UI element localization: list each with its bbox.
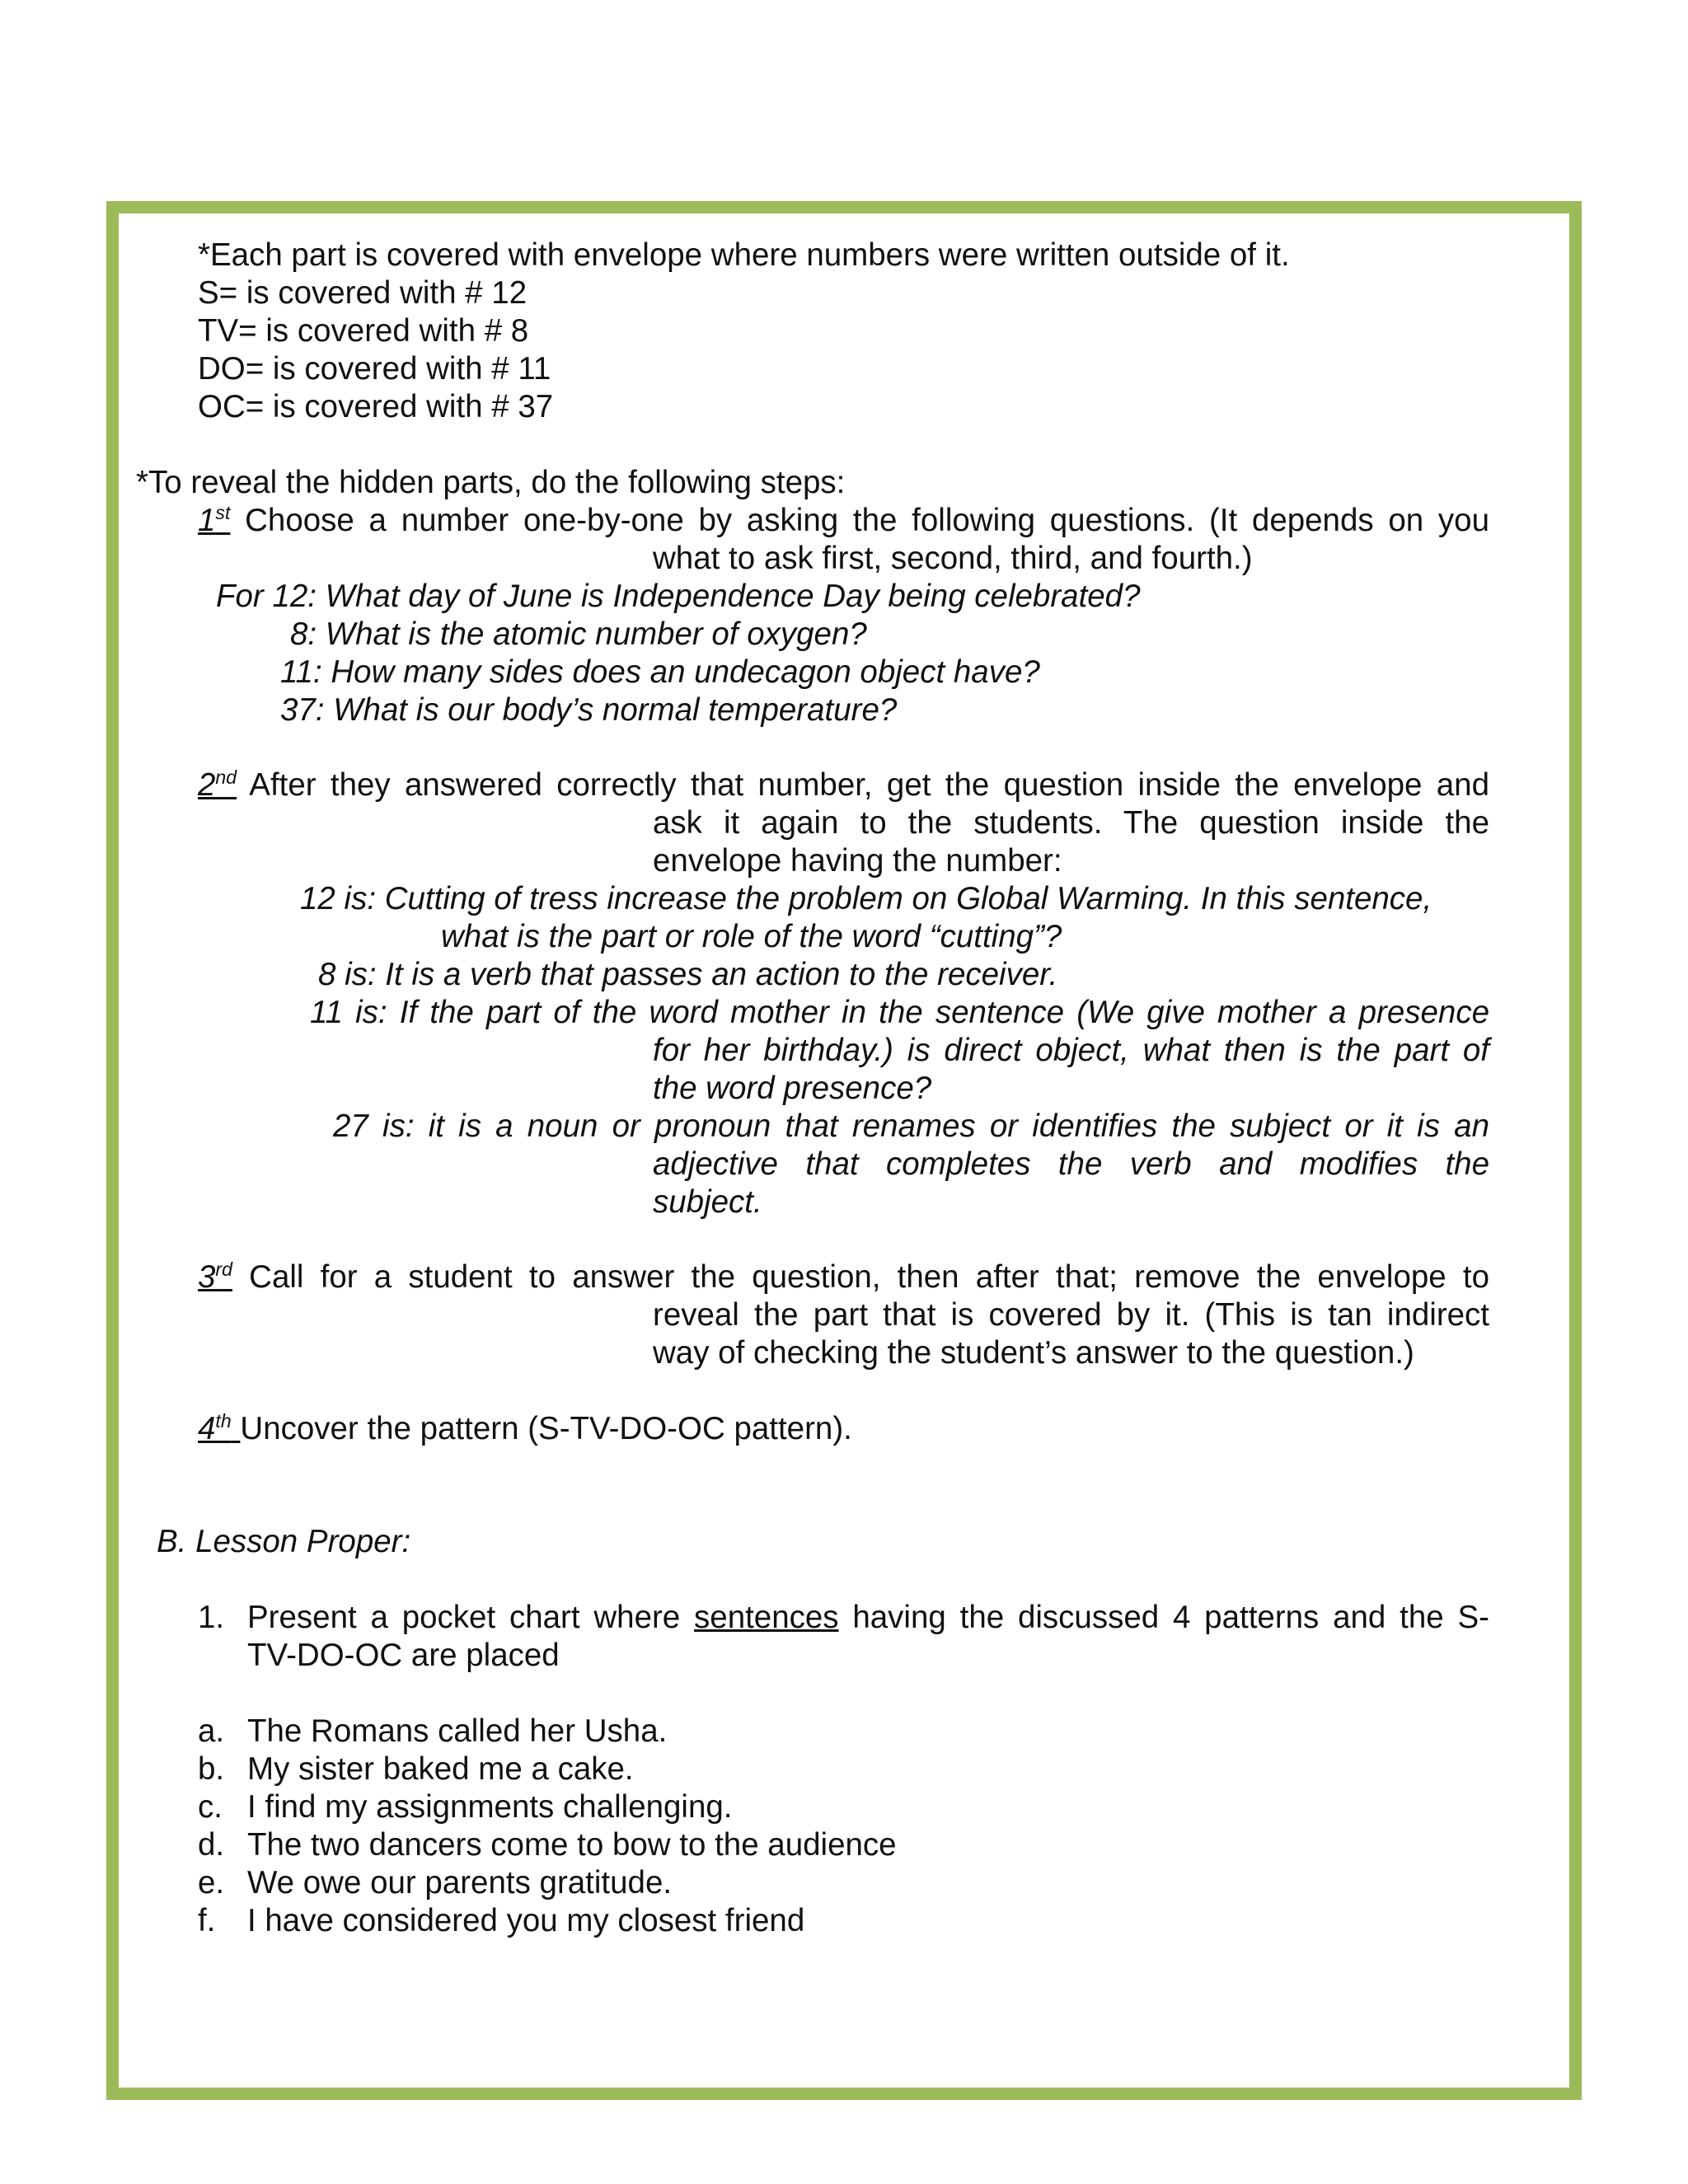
part-s-line: S= is covered with # 12: [198, 275, 528, 311]
step2-ordinal: 2nd: [198, 766, 237, 803]
step4-ordinal: 4th: [198, 1410, 232, 1446]
step2-line1: 2nd After they answered correctly that number, get the question inside the envelope and: [198, 766, 1489, 803]
envelope-q11-line2: for her birthday.) is direct object, what then is the part of: [653, 1033, 1489, 1068]
step3-ordinal: 3rd: [198, 1258, 232, 1295]
lesson-item1-number: 1.: [198, 1600, 225, 1635]
list-item: d. The two dancers come to bow to the audience: [198, 1827, 897, 1863]
lesson-proper-heading: B. Lesson Proper:: [157, 1524, 411, 1559]
envelope-q8: 8 is: It is a verb that passes an action to the receiver.: [318, 957, 1058, 992]
step3-line2: reveal the part that is covered by it. (This is tan indirect: [653, 1297, 1489, 1333]
envelope-q27-line2: adjective that completes the verb and modifies the: [653, 1146, 1489, 1182]
envelope-q12-line2: what is the part or role of the word “cutting”?: [441, 919, 1062, 954]
question-11: 11: How many sides does an undecagon object have?: [280, 654, 1040, 690]
lesson-item1-line2: TV-DO-OC are placed: [247, 1638, 560, 1673]
list-item: a. The Romans called her Usha.: [198, 1713, 668, 1749]
question-37: 37: What is our body’s normal temperature?: [280, 692, 898, 728]
step1-line2: what to ask first, second, third, and fourth.): [653, 541, 1253, 576]
lesson-item1-line1: Present a pocket chart where sentences having the discussed 4 patterns and the S-: [247, 1600, 1489, 1635]
step3-line1: 3rd Call for a student to answer the question, then after that; remove the envelope to: [198, 1258, 1489, 1295]
question-12: For 12: What day of June is Independence Day being celebrated?: [216, 579, 1141, 614]
envelope-q11-line3: the word presence?: [653, 1071, 932, 1106]
intro-line: *Each part is covered with envelope where numbers were written outside of it.: [198, 237, 1290, 273]
sentences-link: sentences: [694, 1600, 839, 1635]
list-item: f. I have considered you my closest friend: [198, 1903, 805, 1938]
envelope-q11-line1: 11 is: If the part of the word mother in the sentence (We give mother a presence: [310, 995, 1489, 1030]
step4-line: 4th Uncover the pattern (S-TV-DO-OC pattern).: [198, 1410, 852, 1446]
part-tv-line: TV= is covered with # 8: [198, 313, 529, 349]
list-item: b. My sister baked me a cake.: [198, 1751, 634, 1787]
list-item: e. We owe our parents gratitude.: [198, 1865, 673, 1900]
envelope-q27-line1: 27 is: it is a noun or pronoun that renames or identifies the subject or it is an: [333, 1108, 1489, 1144]
part-do-line: DO= is covered with # 11: [198, 351, 551, 387]
envelope-q12-line1: 12 is: Cutting of tress increase the problem on Global Warming. In this sentence,: [300, 881, 1432, 916]
list-item: c. I find my assignments challenging.: [198, 1789, 733, 1825]
question-8: 8: What is the atomic number of oxygen?: [290, 616, 867, 652]
step2-line3: envelope having the number:: [653, 843, 1062, 879]
envelope-q27-line3: subject.: [653, 1184, 762, 1220]
step1-ordinal: 1st: [198, 502, 231, 538]
step2-line2: ask it again to the students. The question inside the: [653, 805, 1489, 841]
step3-line3: way of checking the student’s answer to the question.): [653, 1335, 1414, 1371]
part-oc-line: OC= is covered with # 37: [198, 389, 554, 424]
step1-line1: 1st Choose a number one-by-one by asking the following questions. (It depends on you: [198, 502, 1489, 538]
steps-heading: *To reveal the hidden parts, do the following steps:: [136, 465, 846, 500]
